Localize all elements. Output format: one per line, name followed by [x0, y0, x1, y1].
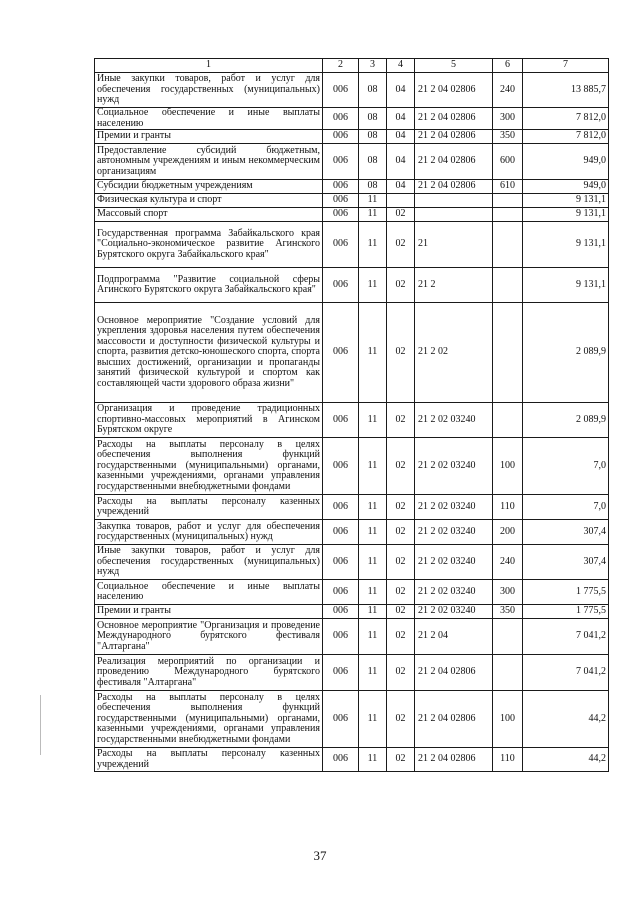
- row-amount-cell: 9 131,1: [523, 222, 609, 268]
- row-amount-cell: 44,2: [523, 691, 609, 748]
- row-subsection-cell: 02: [387, 268, 415, 303]
- row-name-cell: Социальное обеспечение и иные выплаты населению: [95, 108, 323, 130]
- row-name-cell: Иные закупки товаров, работ и услуг для обеспечения государственных (муниципальных) нужд: [95, 545, 323, 580]
- row-amount-cell: 7 812,0: [523, 108, 609, 130]
- row-target-cell: 21 2: [415, 268, 493, 303]
- table-row: [95, 180, 609, 194]
- row-expense-type-cell: 240: [493, 545, 523, 580]
- row-target-cell: 21 2 04 02806: [415, 108, 493, 130]
- row-section-cell: 11: [359, 691, 387, 748]
- row-name-cell: Основное мероприятие "Организация и проведение Международного бурятского фестиваля "Алтаргана": [95, 619, 323, 655]
- row-target-cell: 21 2 04 02806: [415, 144, 493, 180]
- row-ministry-cell: 006: [323, 545, 359, 580]
- row-name-cell: Субсидии бюджетным учреждениям: [95, 180, 323, 194]
- row-section-cell: 11: [359, 545, 387, 580]
- column-header: 7: [523, 59, 609, 73]
- row-section-cell: 11: [359, 748, 387, 772]
- row-target-cell: 21 2 02 03240: [415, 438, 493, 495]
- table-row: [95, 268, 609, 303]
- table-row: [95, 691, 609, 748]
- row-name-cell: Реализация мероприятий по организации и проведению Международного бурятского фестиваля "Алтаргана": [95, 655, 323, 691]
- row-section-cell: 11: [359, 403, 387, 438]
- row-target-cell: [415, 208, 493, 222]
- row-expense-type-cell: [493, 303, 523, 403]
- row-section-cell: 11: [359, 222, 387, 268]
- row-ministry-cell: 006: [323, 208, 359, 222]
- row-subsection-cell: 02: [387, 545, 415, 580]
- table-row: [95, 194, 609, 208]
- row-expense-type-cell: [493, 403, 523, 438]
- row-name-cell: Социальное обеспечение и иные выплаты населению: [95, 580, 323, 605]
- row-amount-cell: 7 812,0: [523, 130, 609, 144]
- row-ministry-cell: 006: [323, 194, 359, 208]
- row-target-cell: 21 2 02 03240: [415, 545, 493, 580]
- row-name-cell: Массовый спорт: [95, 208, 323, 222]
- table-row: [95, 605, 609, 619]
- row-target-cell: 21 2 04 02806: [415, 180, 493, 194]
- row-section-cell: 08: [359, 73, 387, 108]
- row-amount-cell: 7,0: [523, 495, 609, 520]
- row-amount-cell: 2 089,9: [523, 403, 609, 438]
- row-ministry-cell: 006: [323, 108, 359, 130]
- row-target-cell: 21 2 04 02806: [415, 73, 493, 108]
- row-section-cell: 11: [359, 619, 387, 655]
- table-row: [95, 619, 609, 655]
- row-name-cell: Расходы на выплаты персоналу казенных учреждений: [95, 495, 323, 520]
- column-header: 4: [387, 59, 415, 73]
- row-ministry-cell: 006: [323, 403, 359, 438]
- row-amount-cell: 1 775,5: [523, 580, 609, 605]
- table-row: [95, 108, 609, 130]
- table-row: [95, 748, 609, 772]
- row-subsection-cell: 02: [387, 580, 415, 605]
- row-subsection-cell: 02: [387, 222, 415, 268]
- table-row: [95, 73, 609, 108]
- row-ministry-cell: 006: [323, 520, 359, 545]
- row-section-cell: 08: [359, 180, 387, 194]
- row-section-cell: 11: [359, 268, 387, 303]
- row-section-cell: 08: [359, 144, 387, 180]
- row-subsection-cell: 02: [387, 691, 415, 748]
- row-ministry-cell: 006: [323, 619, 359, 655]
- row-name-cell: Физическая культура и спорт: [95, 194, 323, 208]
- column-header: 5: [415, 59, 493, 73]
- row-amount-cell: 9 131,1: [523, 208, 609, 222]
- row-amount-cell: 13 885,7: [523, 73, 609, 108]
- row-subsection-cell: 04: [387, 108, 415, 130]
- row-target-cell: 21 2 04 02806: [415, 130, 493, 144]
- row-ministry-cell: 006: [323, 222, 359, 268]
- row-expense-type-cell: 110: [493, 748, 523, 772]
- row-expense-type-cell: 100: [493, 438, 523, 495]
- row-ministry-cell: 006: [323, 303, 359, 403]
- row-ministry-cell: 006: [323, 180, 359, 194]
- table-row: [95, 222, 609, 268]
- row-section-cell: 11: [359, 655, 387, 691]
- row-subsection-cell: 02: [387, 520, 415, 545]
- row-expense-type-cell: [493, 222, 523, 268]
- row-amount-cell: 9 131,1: [523, 268, 609, 303]
- row-ministry-cell: 006: [323, 748, 359, 772]
- row-section-cell: 11: [359, 438, 387, 495]
- row-expense-type-cell: 610: [493, 180, 523, 194]
- row-expense-type-cell: [493, 655, 523, 691]
- row-expense-type-cell: [493, 194, 523, 208]
- table-row: [95, 580, 609, 605]
- column-header: 2: [323, 59, 359, 73]
- table-row: [95, 208, 609, 222]
- row-amount-cell: 9 131,1: [523, 194, 609, 208]
- row-name-cell: Премии и гранты: [95, 130, 323, 144]
- row-amount-cell: 949,0: [523, 144, 609, 180]
- row-name-cell: Организация и проведение традиционных спортивно-массовых мероприятий в Агинском Бурятском округе: [95, 403, 323, 438]
- row-name-cell: Подпрограмма "Развитие социальной сферы Агинского Бурятского округа Забайкальского края": [95, 268, 323, 303]
- row-ministry-cell: 006: [323, 438, 359, 495]
- row-expense-type-cell: 600: [493, 144, 523, 180]
- column-header: 1: [95, 59, 323, 73]
- row-subsection-cell: [387, 194, 415, 208]
- row-section-cell: 08: [359, 108, 387, 130]
- row-name-cell: Государственная программа Забайкальского края "Социально-экономическое развитие Агинского Бурятского округа Забайкальского края": [95, 222, 323, 268]
- row-section-cell: 11: [359, 580, 387, 605]
- page-number: 37: [313, 848, 327, 863]
- row-name-cell: Основное мероприятие "Создание условий для укрепления здоровья населения путем обеспечения массовости и доступности физической культуры и спорта, развития детско-юношеского спорта, спорта высших достижений, организации и пропаганды занятий физической культурой и спортом как составляющей части здорового образа жизни": [95, 303, 323, 403]
- row-section-cell: 11: [359, 303, 387, 403]
- row-expense-type-cell: 110: [493, 495, 523, 520]
- row-section-cell: 11: [359, 495, 387, 520]
- row-amount-cell: 307,4: [523, 520, 609, 545]
- row-target-cell: 21 2 02: [415, 303, 493, 403]
- row-target-cell: 21 2 04 02806: [415, 691, 493, 748]
- row-name-cell: Иные закупки товаров, работ и услуг для обеспечения государственных (муниципальных) нужд: [95, 73, 323, 108]
- row-expense-type-cell: [493, 268, 523, 303]
- row-subsection-cell: 02: [387, 403, 415, 438]
- row-name-cell: Предоставление субсидий бюджетным, автономным учреждениям и иным некоммерческим организациям: [95, 144, 323, 180]
- row-expense-type-cell: 240: [493, 73, 523, 108]
- row-section-cell: 11: [359, 208, 387, 222]
- budget-table: [94, 58, 609, 772]
- row-target-cell: 21 2 04 02806: [415, 655, 493, 691]
- row-amount-cell: 949,0: [523, 180, 609, 194]
- row-subsection-cell: 04: [387, 130, 415, 144]
- row-expense-type-cell: 350: [493, 605, 523, 619]
- row-section-cell: 11: [359, 605, 387, 619]
- row-subsection-cell: 02: [387, 748, 415, 772]
- row-amount-cell: 307,4: [523, 545, 609, 580]
- column-header: 3: [359, 59, 387, 73]
- row-subsection-cell: 04: [387, 180, 415, 194]
- row-expense-type-cell: 100: [493, 691, 523, 748]
- row-section-cell: 08: [359, 130, 387, 144]
- header-row: [95, 59, 609, 73]
- row-ministry-cell: 006: [323, 580, 359, 605]
- row-amount-cell: 2 089,9: [523, 303, 609, 403]
- row-ministry-cell: 006: [323, 495, 359, 520]
- table-row: [95, 545, 609, 580]
- table-row: [95, 438, 609, 495]
- row-name-cell: Расходы на выплаты персоналу казенных учреждений: [95, 748, 323, 772]
- row-target-cell: 21 2 02 03240: [415, 495, 493, 520]
- row-expense-type-cell: [493, 208, 523, 222]
- row-expense-type-cell: [493, 619, 523, 655]
- row-amount-cell: 7 041,2: [523, 655, 609, 691]
- row-subsection-cell: 02: [387, 655, 415, 691]
- row-amount-cell: 1 775,5: [523, 605, 609, 619]
- row-subsection-cell: 02: [387, 495, 415, 520]
- row-subsection-cell: 02: [387, 619, 415, 655]
- table-row: [95, 303, 609, 403]
- row-name-cell: Закупка товаров, работ и услуг для обеспечения государственных (муниципальных) нужд: [95, 520, 323, 545]
- row-ministry-cell: 006: [323, 130, 359, 144]
- row-expense-type-cell: 350: [493, 130, 523, 144]
- table-row: [95, 495, 609, 520]
- row-ministry-cell: 006: [323, 73, 359, 108]
- row-ministry-cell: 006: [323, 268, 359, 303]
- row-target-cell: 21: [415, 222, 493, 268]
- row-name-cell: Премии и гранты: [95, 605, 323, 619]
- row-subsection-cell: 04: [387, 73, 415, 108]
- column-header: 6: [493, 59, 523, 73]
- row-amount-cell: 7 041,2: [523, 619, 609, 655]
- scan-artifact: [40, 695, 41, 755]
- row-subsection-cell: 02: [387, 208, 415, 222]
- row-target-cell: 21 2 02 03240: [415, 520, 493, 545]
- row-name-cell: Расходы на выплаты персоналу в целях обеспечения выполнения функций государственными (муниципальными) органами, казенными учреждениями, органами управления государственными внебюджетными фондами: [95, 691, 323, 748]
- row-expense-type-cell: 300: [493, 580, 523, 605]
- row-expense-type-cell: 200: [493, 520, 523, 545]
- table-row: [95, 403, 609, 438]
- row-target-cell: 21 2 02 03240: [415, 605, 493, 619]
- row-subsection-cell: 04: [387, 144, 415, 180]
- row-amount-cell: 44,2: [523, 748, 609, 772]
- row-ministry-cell: 006: [323, 655, 359, 691]
- row-amount-cell: 7,0: [523, 438, 609, 495]
- table-row: [95, 520, 609, 545]
- row-target-cell: 21 2 04 02806: [415, 748, 493, 772]
- row-ministry-cell: 006: [323, 144, 359, 180]
- row-name-cell: Расходы на выплаты персоналу в целях обеспечения выполнения функций государственными (муниципальными) органами, казенными учреждениями, органами управления государственными внебюджетными фондами: [95, 438, 323, 495]
- row-section-cell: 11: [359, 520, 387, 545]
- row-target-cell: [415, 194, 493, 208]
- row-target-cell: 21 2 04: [415, 619, 493, 655]
- row-subsection-cell: 02: [387, 438, 415, 495]
- table-row: [95, 144, 609, 180]
- row-subsection-cell: 02: [387, 303, 415, 403]
- row-subsection-cell: 02: [387, 605, 415, 619]
- table-row: [95, 130, 609, 144]
- table-row: [95, 655, 609, 691]
- row-section-cell: 11: [359, 194, 387, 208]
- row-expense-type-cell: 300: [493, 108, 523, 130]
- row-target-cell: 21 2 02 03240: [415, 403, 493, 438]
- row-target-cell: 21 2 02 03240: [415, 580, 493, 605]
- row-ministry-cell: 006: [323, 605, 359, 619]
- row-ministry-cell: 006: [323, 691, 359, 748]
